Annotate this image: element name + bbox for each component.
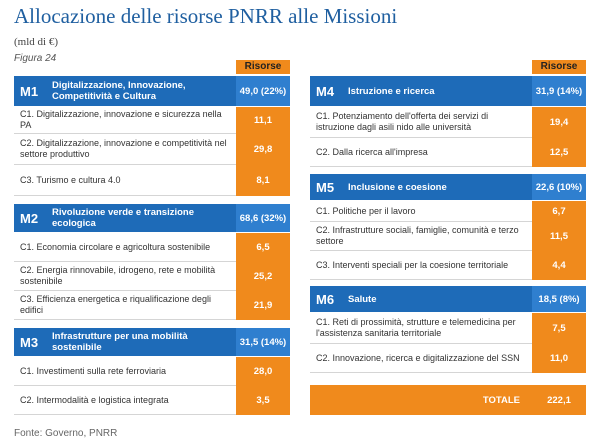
component-value: 25,2 [236,262,290,291]
mission-code: M4 [316,83,335,99]
component-row [310,201,586,222]
total-value: 222,1 [547,394,571,406]
component-row [310,251,586,280]
component-value: 28,0 [236,357,290,386]
component-label: C3. Interventi speciali per la coesione territoriale [316,259,509,270]
mission-header-m4 [310,76,586,106]
total-label: TOTALE [482,394,520,406]
mission-code: M1 [20,83,39,99]
mission-title: Infrastrutture per una mobilità sostenibile [52,331,188,353]
mission-value: 18,5 (8%) [532,286,586,312]
component-label: C2. Dalla ricerca all'impresa [316,146,428,157]
figure-label: Figura 24 [14,53,57,64]
component-row [310,222,586,251]
component-value: 8,1 [236,165,290,196]
component-value: 6,7 [532,201,586,222]
mission-title: Rivoluzione verde e transizione ecologica [52,207,195,229]
mission-value: 49,0 (22%) [236,76,290,106]
component-row [14,291,290,320]
mission-header-m5 [310,174,586,200]
mission-header-m6 [310,286,586,312]
component-row [310,313,586,344]
component-row [310,107,586,138]
right-column [310,60,586,420]
source-note: Fonte: Governo, PNRR [14,428,118,439]
component-row [310,138,586,167]
component-row [14,134,290,165]
component-row [14,357,290,386]
mission-title: Istruzione e ricerca [348,85,435,97]
mission-title: Inclusione e coesione [348,181,447,193]
component-label: C1. Digitalizzazione, innovazione e sicurezza nella PA [20,109,222,130]
mission-value: 68,6 (32%) [236,204,290,232]
mission-code: M2 [20,210,39,226]
component-label: C1. Investimenti sulla rete ferroviaria [20,365,167,376]
component-value: 11,0 [532,344,586,373]
mission-code: M5 [316,179,335,195]
mission-value: 31,9 (14%) [532,76,586,106]
component-value: 21,9 [236,291,290,320]
component-row [310,344,586,373]
component-label: C2. Energia rinnovabile, idrogeno, rete e mobilità sostenibile [20,265,216,286]
component-row [14,165,290,196]
component-value: 6,5 [236,233,290,262]
mission-title: Digitalizzazione, Innovazione, Competitività e Cultura [52,80,186,102]
component-value: 4,4 [532,251,586,280]
unit-label: (mld di €) [14,36,58,48]
component-row [14,262,290,291]
component-label: C1. Potenziamento dell'offerta dei servizi di istruzione dagli asili nido alle università [316,111,489,132]
left-column [14,60,290,420]
page-title: Allocazione delle risorse PNRR alle Missioni [14,4,398,28]
mission-code: M6 [316,291,335,307]
component-label: C1. Reti di prossimità, strutture e telemedicina per l'assistenza sanitaria territoriale [316,317,516,338]
mission-header-m2 [14,204,290,232]
mission-code: M3 [20,334,39,350]
resources-header: Risorse [532,60,586,74]
component-label: C1. Economia circolare e agricoltura sostenibile [20,241,211,252]
component-label: C2. Innovazione, ricerca e digitalizzazione del SSN [316,352,520,363]
component-label: C2. Intermodalità e logistica integrata [20,394,169,405]
component-label: C3. Turismo e cultura 4.0 [20,174,121,185]
component-value: 12,5 [532,138,586,167]
component-row [14,107,290,134]
component-label: C2. Infrastrutture sociali, famiglie, comunità e terzo settore [316,225,519,246]
mission-header-m1 [14,76,290,106]
component-value: 11,5 [532,222,586,251]
component-label: C1. Politiche per il lavoro [316,205,416,216]
component-label: C3. Efficienza energetica e riqualificazione degli edifici [20,294,211,315]
component-label: C2. Digitalizzazione, innovazione e competitività nel settore produttivo [20,138,227,159]
mission-value: 22,6 (10%) [532,174,586,200]
resources-header: Risorse [236,60,290,74]
total-row [310,385,586,415]
component-row [14,386,290,415]
component-value: 3,5 [236,386,290,415]
mission-title: Salute [348,293,377,305]
mission-value: 31,5 (14%) [236,328,290,356]
mission-header-m3 [14,328,290,356]
component-value: 29,8 [236,134,290,165]
component-value: 11,1 [236,107,290,134]
component-row [14,233,290,262]
component-value: 19,4 [532,107,586,138]
component-value: 7,5 [532,313,586,344]
